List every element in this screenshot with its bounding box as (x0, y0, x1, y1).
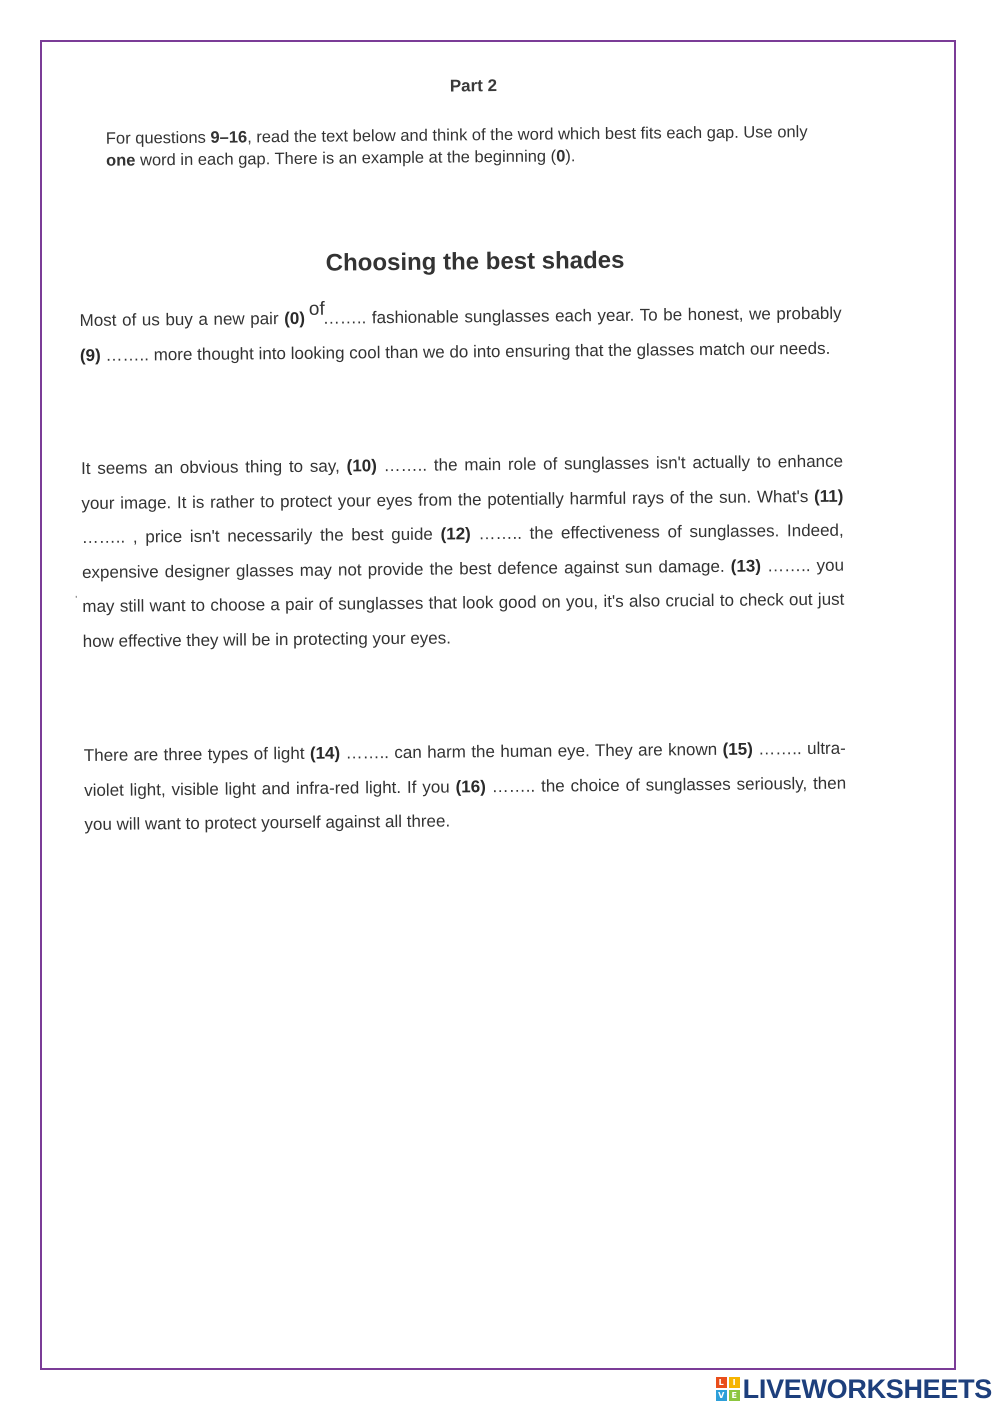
paragraph-text: …….. ultra-violet light, visible light and infra-red light. If you (84, 738, 846, 800)
one-word-emphasis: one (106, 151, 136, 170)
gap-label-15[interactable]: (15) (722, 739, 753, 759)
paragraph-text: It seems an obvious thing to say, (80, 456, 347, 479)
badge-letter: V (716, 1390, 727, 1401)
instructions (106, 121, 816, 172)
gap-label-12[interactable]: (12) (440, 524, 471, 544)
logo-wordmark: LIVEWORKSHEETS (742, 1373, 992, 1404)
instructions-text: For questions (105, 128, 211, 148)
gap-label-14[interactable]: (14) (309, 743, 341, 763)
badge-letter: I (729, 1377, 740, 1388)
gap-label-13[interactable]: (13) (730, 555, 762, 576)
gap-label-11[interactable]: (11) (813, 486, 844, 506)
paragraph-2 (81, 445, 845, 659)
instructions-text: , read the text below and think of the word which best fits each gap. Use only (247, 123, 808, 147)
example-answer: of (308, 298, 325, 320)
instructions-text: word in each gap. There is an example at the beginning ( (135, 147, 557, 170)
badge-letter: L (716, 1377, 727, 1388)
part-title: Part 2 (449, 76, 498, 96)
paragraph-text: There are three types of light (83, 743, 310, 766)
paragraph-text: …….. the main role of sunglasses isn't actually to enhance your image. It is rather to protect your eyes from the potentially harmful rays of the sun. What's (81, 451, 844, 513)
gap-label-9[interactable]: (9) (79, 345, 101, 365)
paragraph-3 (84, 732, 847, 843)
paragraph-text: …….. the choice of sunglasses seriously, then you will want to protect yourself against all three. (84, 773, 847, 835)
paragraph-1 (79, 297, 842, 373)
badge-letter: E (729, 1390, 740, 1401)
example-number: 0 (556, 147, 566, 166)
gap-label-0: (0) (284, 308, 306, 329)
paragraph-text: …….. you may still want to choose a pair of sunglasses that look good on you, it's also crucial to check out just how effective they will be in protecting your eyes. (82, 555, 845, 651)
gap-label-16[interactable]: (16) (455, 776, 486, 796)
question-range: 9–16 (210, 128, 248, 147)
liveworksheets-logo[interactable] (716, 1373, 992, 1405)
instructions-text: ). (565, 147, 576, 166)
paragraph-text: …….. more thought into looking cool than we do into ensuring that the glasses match our needs. (100, 338, 831, 365)
paragraph-text: …….. , price isn't necessarily the best guide (81, 524, 441, 548)
paragraph-text: …….. can harm the human eye. They are known (340, 739, 723, 763)
gap-0-dots: …….. fashionable sunglasses each year. To be honest, we probably (322, 303, 842, 328)
liveworksheets-badge-icon (716, 1377, 740, 1401)
paragraph-text: Most of us buy a new pair (79, 309, 285, 331)
paragraph-text: …….. the effectiveness of sunglasses. Indeed, expensive designer glasses may not provide the best defence against sun damage. (81, 520, 844, 582)
gap-label-10[interactable]: (10) (346, 456, 377, 476)
article-heading: Choosing the best shades (325, 246, 625, 277)
stray-mark: ' (75, 594, 78, 605)
